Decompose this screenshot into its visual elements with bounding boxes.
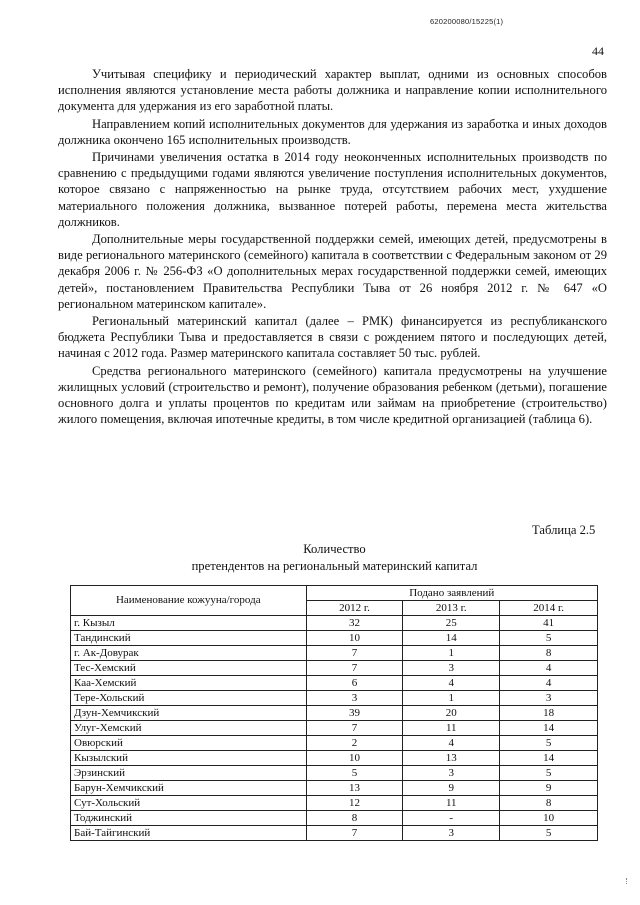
district-name: Дзун-Хемчикский: [71, 706, 307, 721]
value-2012: 32: [306, 616, 403, 631]
value-2013: 25: [403, 616, 500, 631]
value-2013: -: [403, 811, 500, 826]
table-title: [60, 541, 609, 575]
value-2014: 8: [500, 646, 598, 661]
header-district-name: Наименование кожууна/города: [71, 586, 307, 616]
district-name: Улуг-Хемский: [71, 721, 307, 736]
value-2013: 3: [403, 661, 500, 676]
paragraph: Дополнительные меры государственной поддержки семей, имеющих детей, предусмотрены в виде регионального материнского (семейного) капитала в соответствии с Федеральным законом от 29 декабря 2006 г. № 256-ФЗ «О дополнительных мерах государственной поддержки семей, имеющих детей», постановлением Правительства Республики Тыва от 26 ноября 2012 г. № 647 «О региональном материнском капитале».: [58, 232, 607, 311]
value-2013: 14: [403, 631, 500, 646]
paragraph: Причинами увеличения остатка в 2014 году неоконченных исполнительных производств по сравнению с предыдущими годами являются увеличение поступления исполнительных документов, которое связано с напряженностью на рынке труда, отсутствием рабочих мест, ухудшение материального положения должника, вызванное потерей работы, перемена места жительства должников.: [58, 150, 607, 229]
district-name: Бай-Тайгинский: [71, 826, 307, 841]
district-name: Тандинский: [71, 631, 307, 646]
value-2014: 9: [500, 781, 598, 796]
value-2012: 8: [306, 811, 403, 826]
value-2012: 10: [306, 631, 403, 646]
table-header-row: [71, 586, 598, 601]
applicants-table: [70, 585, 598, 841]
value-2012: 12: [306, 796, 403, 811]
table-row: [71, 706, 598, 721]
district-name: Каа-Хемский: [71, 676, 307, 691]
value-2013: 4: [403, 676, 500, 691]
value-2014: 10: [500, 811, 598, 826]
header-year-2014: 2014 г.: [500, 601, 598, 616]
page-number: 44: [592, 44, 604, 58]
value-2014: 8: [500, 796, 598, 811]
value-2013: 3: [403, 826, 500, 841]
table-row: [71, 751, 598, 766]
value-2014: 5: [500, 826, 598, 841]
value-2014: 5: [500, 766, 598, 781]
value-2014: 5: [500, 736, 598, 751]
table-row: [71, 646, 598, 661]
value-2014: 18: [500, 706, 598, 721]
body-text: [58, 66, 607, 428]
header-applications: Подано заявлений: [306, 586, 597, 601]
header-year-2012: 2012 г.: [306, 601, 403, 616]
value-2012: 5: [306, 766, 403, 781]
district-name: Сут-Хольский: [71, 796, 307, 811]
district-name: Тере-Хольский: [71, 691, 307, 706]
value-2014: 5: [500, 631, 598, 646]
paragraph: Региональный материнский капитал (далее – РМК) финансируется из республиканского бюджета Республики Тыва и предоставляется в связи с рождением пятого и последующих детей, начиная с 2012 года. Размер материнского капитала составляет 50 тыс. рублей.: [58, 314, 607, 361]
table-label: Таблица 2.5: [532, 523, 596, 537]
value-2012: 2: [306, 736, 403, 751]
district-name: Овюрский: [71, 736, 307, 751]
table-row: [71, 796, 598, 811]
table-row: [71, 736, 598, 751]
table-row: [71, 631, 598, 646]
value-2013: 11: [403, 796, 500, 811]
value-2014: 41: [500, 616, 598, 631]
table-row: [71, 661, 598, 676]
value-2013: 1: [403, 646, 500, 661]
value-2014: 4: [500, 661, 598, 676]
value-2013: 9: [403, 781, 500, 796]
table-row: [71, 676, 598, 691]
district-name: Эрзинский: [71, 766, 307, 781]
value-2014: 3: [500, 691, 598, 706]
value-2013: 11: [403, 721, 500, 736]
value-2012: 7: [306, 826, 403, 841]
value-2012: 7: [306, 721, 403, 736]
scan-mark: [626, 878, 633, 884]
value-2012: 6: [306, 676, 403, 691]
paragraph: Направлением копий исполнительных документов для удержания из заработка и иных доходов должника окончено 165 исполнительных производств.: [58, 116, 607, 147]
table-row: [71, 826, 598, 841]
paragraph: Учитывая специфику и периодический характер выплат, одними из основных способов исполнения являются установление места работы должника и направление копии исполнительного документа для удержания из его заработной платы.: [58, 67, 607, 114]
value-2013: 13: [403, 751, 500, 766]
table-row: [71, 781, 598, 796]
table-title-line2: претендентов на региональный материнский капитал: [191, 559, 478, 573]
value-2013: 20: [403, 706, 500, 721]
table-row: [71, 766, 598, 781]
value-2012: 10: [306, 751, 403, 766]
value-2014: 14: [500, 751, 598, 766]
value-2014: 4: [500, 676, 598, 691]
value-2013: 1: [403, 691, 500, 706]
value-2012: 7: [306, 661, 403, 676]
value-2014: 14: [500, 721, 598, 736]
district-name: г. Кызыл: [71, 616, 307, 631]
value-2013: 3: [403, 766, 500, 781]
district-name: Барун-Хемчикский: [71, 781, 307, 796]
value-2012: 39: [306, 706, 403, 721]
value-2013: 4: [403, 736, 500, 751]
table-row: [71, 691, 598, 706]
district-name: Тоджинский: [71, 811, 307, 826]
district-name: Тес-Хемский: [71, 661, 307, 676]
value-2012: 13: [306, 781, 403, 796]
table-row: [71, 811, 598, 826]
value-2012: 3: [306, 691, 403, 706]
value-2012: 7: [306, 646, 403, 661]
table-title-line1: Количество: [303, 542, 366, 556]
paragraph: Средства регионального материнского (семейного) капитала предусмотрены на улучшение жилищных условий (строительство и ремонт), получение образования ребенком (детьми), погашение основного долга и уплаты процентов по кредитам или займам на приобретение (строительство) жилого помещения, включая ипотечные кредиты, в том числе кредитной организацией (таблица 6).: [58, 363, 607, 427]
district-name: Кызылский: [71, 751, 307, 766]
table-row: [71, 721, 598, 736]
document-code: 620200080/15225(1): [430, 17, 504, 26]
district-name: г. Ак-Довурак: [71, 646, 307, 661]
table-row: [71, 616, 598, 631]
header-year-2013: 2013 г.: [403, 601, 500, 616]
